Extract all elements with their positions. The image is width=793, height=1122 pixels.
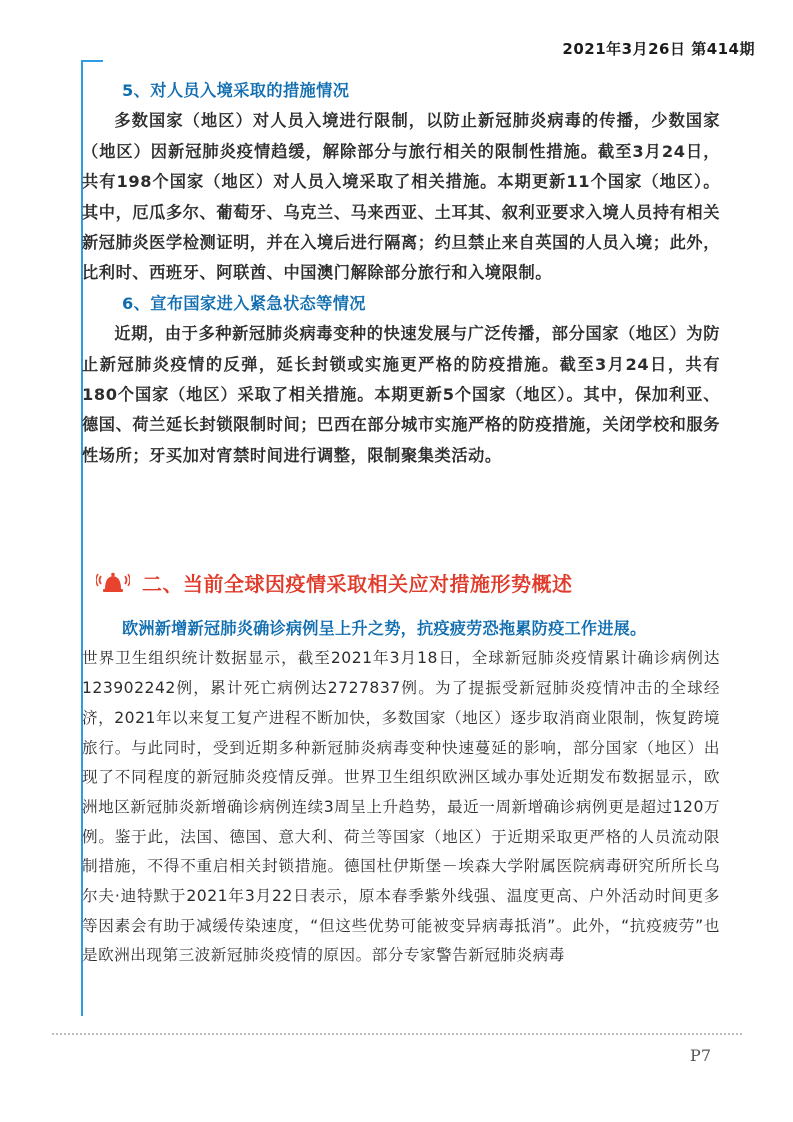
part2-highlight: 欧洲新增新冠肺炎确诊病例呈上升之势，抗疫疲劳恐拖累防疫工作进展。 xyxy=(122,619,647,638)
part2-title: 二、当前全球因疫情采取相关应对措施形势概述 xyxy=(142,571,573,596)
part2-heading xyxy=(96,566,736,598)
section5-body: 多数国家（地区）对人员入境进行限制，以防止新冠肺炎病毒的传播，少数国家（地区）因新冠肺炎疫情趋缓，解除部分与旅行相关的限制性措施。截至3月24日，共有198个国家（地区）对人员入境采取了相关措施。本期更新11个国家（地区）。其中，厄瓜多尔、葡萄牙、乌克兰、马来西亚、土耳其、叙利亚要求入境人员持有相关新冠肺炎医学检测证明，并在入境后进行隔离；约旦禁止来自英国的人员入境；此外，比利时、西班牙、阿联酋、中国澳门解除部分旅行和入境限制。 xyxy=(82,111,720,283)
part2-body: 世界卫生组织统计数据显示，截至2021年3月18日，全球新冠肺炎疫情累计确诊病例达123902242例，累计死亡病例达2727837例。为了提振受新冠肺炎疫情冲击的全球经济，2021年以来复工复产进程不断加快，多数国家（地区）逐步取消商业限制，恢复跨境旅行。与此同时，受到近期多种新冠肺炎病毒变种快速蔓延的影响，部分国家（地区）出现了不同程度的新冠肺炎疫情反弹。世界卫生组织欧洲区域办事处近期发布数据显示，欧洲地区新冠肺炎新增确诊病例连续3周呈上升趋势，最近一周新增确诊病例更是超过120万例。鉴于此，法国、德国、意大利、荷兰等国家（地区）于近期采取更严格的人员流动限制措施，不得不重启相关封锁措施。德国杜伊斯堡－埃森大学附属医院病毒研究所所长乌尔夫·迪特默于2021年3月22日表示，原本春季紫外线强、温度更高、户外活动时间更多等因素会有助于减缓传染速度，“但这些优势可能被变异病毒抵消”。此外，“抗疫疲劳”也是欧洲出现第三波新冠肺炎疫情的原因。部分专家警告新冠肺炎病毒 xyxy=(82,649,720,965)
upper-content xyxy=(82,76,720,471)
footer-divider xyxy=(52,1033,742,1035)
frame-corner xyxy=(81,60,103,62)
section6-heading: 6、宣布国家进入紧急状态等情况 xyxy=(122,293,366,313)
section6-body: 近期，由于多种新冠肺炎病毒变种的快速发展与广泛传播，部分国家（地区）为防止新冠肺炎疫情的反弹，延长封锁或实施更严格的防疫措施。截至3月24日，共有180个国家（地区）采取了相关措施。本期更新5个国家（地区）。其中，保加利亚、德国、荷兰延长封锁限制时间；巴西在部分城市实施严格的防疫措施，关闭学校和服务性场所；牙买加对宵禁时间进行调整，限制聚集类活动。 xyxy=(82,324,720,465)
alarm-bell-icon xyxy=(96,567,130,597)
section5-heading: 5、对人员入境采取的措施情况 xyxy=(122,81,350,100)
lower-content xyxy=(82,614,720,971)
page-number: P7 xyxy=(690,1046,711,1065)
issue-date: 2021年3月26日 第414期 xyxy=(562,40,755,58)
